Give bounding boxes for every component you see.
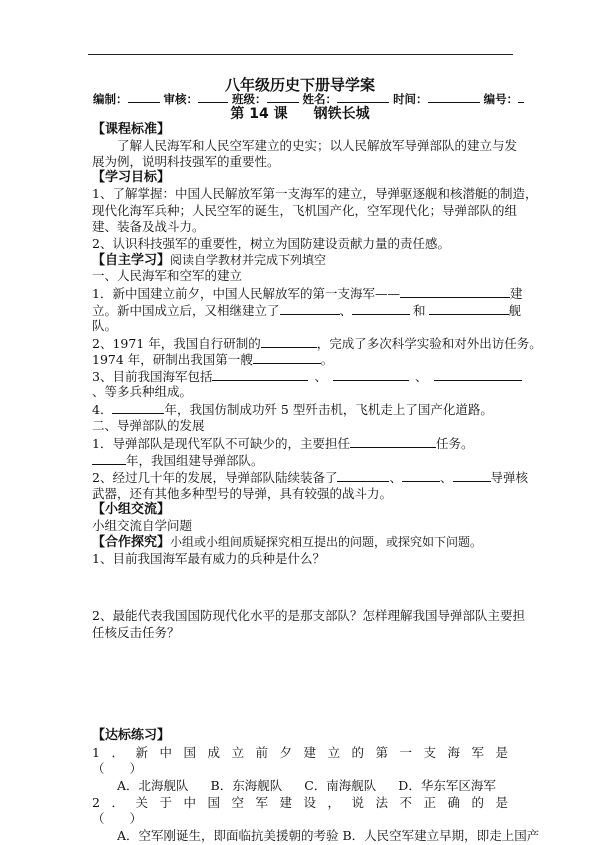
q1-text-e: 和 [413,303,426,318]
q6-text-a: 2、经过几十年的发展，导弹部队陆续装备了 [92,470,338,485]
coop-question-2-line-1: 2、最能代表我国国防现代化水平的是那支部队？怎样理解我国导弹部队主要担 [92,608,525,623]
meta-line [93,90,524,107]
q1-blank-4[interactable] [429,302,509,315]
q1-text-f: 舰 [508,303,522,318]
question-1-line-3: 队。 [92,318,118,333]
option-c[interactable]: C．南海舰队 [304,778,377,793]
standard-heading: 【课程标准】 [92,122,171,137]
q3-blank-3[interactable] [434,368,522,381]
group-heading: 【小组交流】 [92,502,171,517]
name-label: 姓名： [302,92,338,106]
document-title: 八年级历史下册导学案 [224,76,375,94]
q5-blank-1[interactable] [350,435,436,448]
coop-instruction: 小组或小组间质疑探究相互提出的问题，或探究如下问题。 [170,535,483,549]
practice-q1-options [117,778,518,794]
question-4-line [92,401,493,418]
practice-q1-paren: （ ） [92,761,143,776]
question-3-line-1 [92,368,522,385]
goals-line-4: 2、认识科技强军的重要性，树立为国防建设贡献力量的责任感。 [92,236,450,251]
q3-blank-2[interactable] [333,368,409,381]
lesson-name: 钢铁长城 [313,106,370,122]
question-1-line-2 [92,302,521,319]
class-label: 班级： [232,92,267,106]
q3-text-c: 、 [414,369,428,384]
time-label: 时间： [393,92,428,106]
option-d[interactable]: D．华东军区海军 [398,778,496,793]
coop-heading [92,534,482,551]
goals-line-2: 现代化海军兵种；人民空军的诞生，飞机国产化，空军现代化；导弹部队的组 [92,203,518,218]
header-rule [88,54,513,55]
question-5-line-2 [92,452,264,469]
lesson-title [0,106,600,122]
q5-text-a: 1．导弹部队是现代军队不可缺少的，主要担任 [92,436,350,451]
q1-text-b: 建 [509,286,523,301]
q1-blank-2[interactable] [280,302,340,315]
q4-text-b: 年，我国仿制成功歼 5 型歼击机，飞机走上了国产化道路。 [164,402,493,417]
practice-q2-paren: （ ） [92,811,143,826]
number-blank[interactable] [518,90,524,103]
coop-question-2-line-2: 任核反击任务？ [92,625,180,640]
group-text: 小组交流自学问题 [92,518,193,533]
self-study-instruction: 阅读自学教材并完成下列填空 [170,253,327,267]
q1-text-c: 立。新中国成立后，又相继建立了 [92,303,280,318]
q6-blank-3[interactable] [453,469,491,482]
reviewer-blank[interactable] [198,90,228,103]
q2-text-c: 1974 年，研制出我国第一艘 [92,352,253,367]
practice-q2-option-a[interactable]: A．空军刚诞生，即面临抗美援朝的考验 B．人民空军建立早期，即走上国产 [117,828,540,843]
q3-blank-1[interactable] [212,368,308,381]
option-a[interactable]: A．北海舰队 [117,778,189,793]
option-b[interactable]: B．东海舰队 [210,778,283,793]
part1-heading: 一、人民海军和空军的建立 [92,268,243,283]
question-6-line-2: 武器，还有其他多种型号的导弹，具有较强的战斗力。 [92,486,393,501]
part2-heading: 二、导弹部队的发展 [92,418,205,433]
q2-text-b: ，完成了多次科学实验和对外出访任务。 [316,336,542,351]
q4-blank-1[interactable] [112,401,164,414]
q6-blank-1[interactable] [337,469,389,482]
q1-text-d: 、 [339,303,353,318]
q3-text-a: 3、目前我国海军包括 [92,369,213,384]
question-5-line-1 [92,435,473,452]
q6-text-d: 导弹核 [490,470,529,485]
question-6-line-1 [92,469,528,486]
q5-text-c: 年，我国组建导弹部队。 [126,453,264,468]
reviewer-label: 审核： [163,92,199,106]
question-3-line-2: 、等多兵种组成。 [92,384,193,399]
question-2-line-1 [92,335,542,352]
standard-line-2: 展为例，说明科技强军的重要性。 [92,154,280,169]
lesson-number: 第 14 课 [230,106,288,122]
self-study-label: 【自主学习】 [92,253,171,268]
practice-heading: 【达标练习】 [92,728,171,743]
standard-line-1: 了解人民海军和人民空军建立的史实；以人民解放军导弹部队的建立与发 [117,138,518,153]
question-1-line-1 [92,285,522,302]
goals-heading: 【学习目标】 [92,170,171,185]
q2-blank-2[interactable] [253,351,321,364]
q2-blank-1[interactable] [261,335,317,348]
coop-question-1: 1、目前我国海军最有威力的兵种是什么？ [92,551,325,566]
name-blank[interactable] [337,90,389,103]
q2-text-a: 2、1971 年，我国自行研制的 [92,336,261,351]
q6-text-b: 、 [389,470,402,485]
practice-q1: 1．新中国成立前夕建立的第一支海军是 [92,745,520,760]
goals-line-1: 1、了解掌握：中国人民解放军第一支海军的建立，导弹驱逐舰和核潜艇的制造， [92,186,538,201]
q1-text-a: 1．新中国建立前夕，中国人民解放军的第一支海军—— [92,286,400,301]
question-2-line-2 [92,351,333,368]
q5-text-b: 任务。 [435,436,474,451]
number-label: 编号： [483,92,519,106]
q1-blank-3[interactable] [352,302,410,315]
q4-text-a: 4． [92,402,113,417]
q6-text-c: 、 [439,470,453,485]
editor-label: 编制： [93,92,128,106]
q6-blank-2[interactable] [402,469,440,482]
practice-q2: 2．关于中国空军建设，说法不正确的是 [92,795,520,810]
q5-blank-2[interactable] [92,452,126,465]
self-study-heading [92,252,326,269]
q3-text-b: 、 [314,369,327,384]
q2-text-d: 。 [320,352,334,367]
editor-blank[interactable] [128,90,160,103]
coop-label: 【合作探究】 [92,535,171,550]
time-blank[interactable] [428,90,480,103]
class-blank[interactable] [267,90,299,103]
goals-line-3: 建、装备及战斗力。 [92,219,205,234]
q1-blank-1[interactable] [400,285,510,298]
